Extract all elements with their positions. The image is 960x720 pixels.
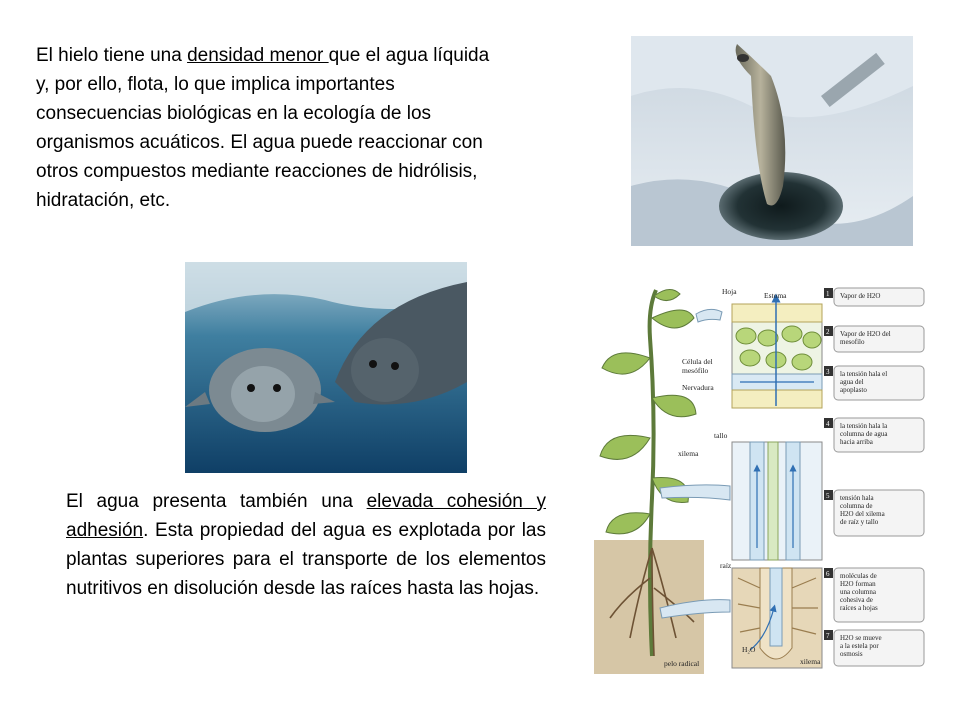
label-hoja: Hoja (722, 287, 737, 296)
step-box-5 (824, 490, 924, 536)
label-h2o: H₂O (742, 645, 756, 654)
paragraph-ice-density (36, 41, 506, 215)
label-celula: Célula del (682, 357, 713, 366)
step-text-line: Vapor de H2O (840, 292, 881, 300)
step-text-line: osmosis (840, 650, 863, 658)
step-text-line: H2O forman (840, 580, 876, 588)
step-boxes (824, 288, 924, 666)
step-text-line: hacia arriba (840, 438, 873, 446)
step-text-line: H2O del xilema (840, 510, 885, 518)
paragraph-2-text: El agua presenta también una (66, 491, 367, 512)
paragraph-1-text-cont: que el agua líquida y, por ello, flota, lo que implica importantes consecuencias biológicas en la ecología de los organismos acuáticos. El agua puede reaccionar con otros compuestos mediante reacciones de hidrólisis, hidratación, etc. (36, 45, 490, 211)
step-number: 4 (826, 420, 830, 428)
step-text-line: mesofilo (840, 338, 865, 346)
step-text-line: la tensión hala el (840, 370, 888, 378)
step-text-line: a la estela por (840, 642, 879, 650)
step-number: 7 (826, 632, 830, 640)
step-text-line: moléculas de (840, 572, 877, 580)
leaf-cross-section (732, 298, 822, 408)
label-xilema-top: xilema (678, 449, 699, 458)
stem-xylem-section (732, 442, 822, 560)
paragraph-cohesion-adhesion (66, 487, 546, 603)
paragraph-2-text-cont: . Esta propiedad del agua es explotada por las plantas superiores para el transporte de los elementos nutritivos en disolución desde las raíces hasta las hojas. (66, 520, 546, 599)
fish-ice-hole-photo (631, 36, 913, 246)
plant-water-transport-diagram (590, 278, 930, 678)
step-text-line: apoplasto (840, 386, 867, 394)
label-nervadura: Nervadura (682, 383, 714, 392)
step-box-2 (824, 326, 924, 352)
step-number: 2 (826, 328, 830, 336)
label-estoma: Estoma (764, 291, 787, 300)
label-pelo-radical: pelo radical (664, 659, 700, 668)
seals-underwater-photo (185, 262, 467, 473)
step-number: 3 (826, 368, 830, 376)
step-text-line: H2O se mueve (840, 634, 882, 642)
step-text-line: columna de (840, 502, 873, 510)
label-xilema-bottom: xilema (800, 657, 821, 666)
step-box-3 (824, 366, 924, 400)
step-text-line: cohesiva de (840, 596, 873, 604)
step-box-1 (824, 288, 924, 306)
step-box-7 (824, 630, 924, 666)
label-raiz: raíz (720, 561, 732, 570)
step-text-line: tensión hala (840, 494, 874, 502)
step-box-4 (824, 418, 924, 452)
step-text-line: una columna (840, 588, 876, 596)
paragraph-1-text: El hielo tiene una (36, 45, 188, 66)
step-text-line: columna de agua (840, 430, 888, 438)
step-number: 6 (826, 570, 830, 578)
step-text-line: Vapor de H2O del (840, 330, 891, 338)
step-text-line: de raíz y tallo (840, 518, 879, 526)
label-mesofilo: mesófilo (682, 366, 709, 375)
step-text-line: la tensión hala la (840, 422, 888, 430)
step-text-line: agua del (840, 378, 864, 386)
step-number: 1 (826, 290, 830, 298)
underlined-term-cohesion: elevada cohesión y adhesión (66, 491, 547, 541)
step-text-line: raíces a hojas (840, 604, 878, 612)
step-number: 5 (826, 492, 830, 500)
underlined-term-densidad: densidad menor (187, 45, 329, 66)
step-box-6 (824, 568, 924, 622)
label-tallo: tallo (714, 431, 728, 440)
